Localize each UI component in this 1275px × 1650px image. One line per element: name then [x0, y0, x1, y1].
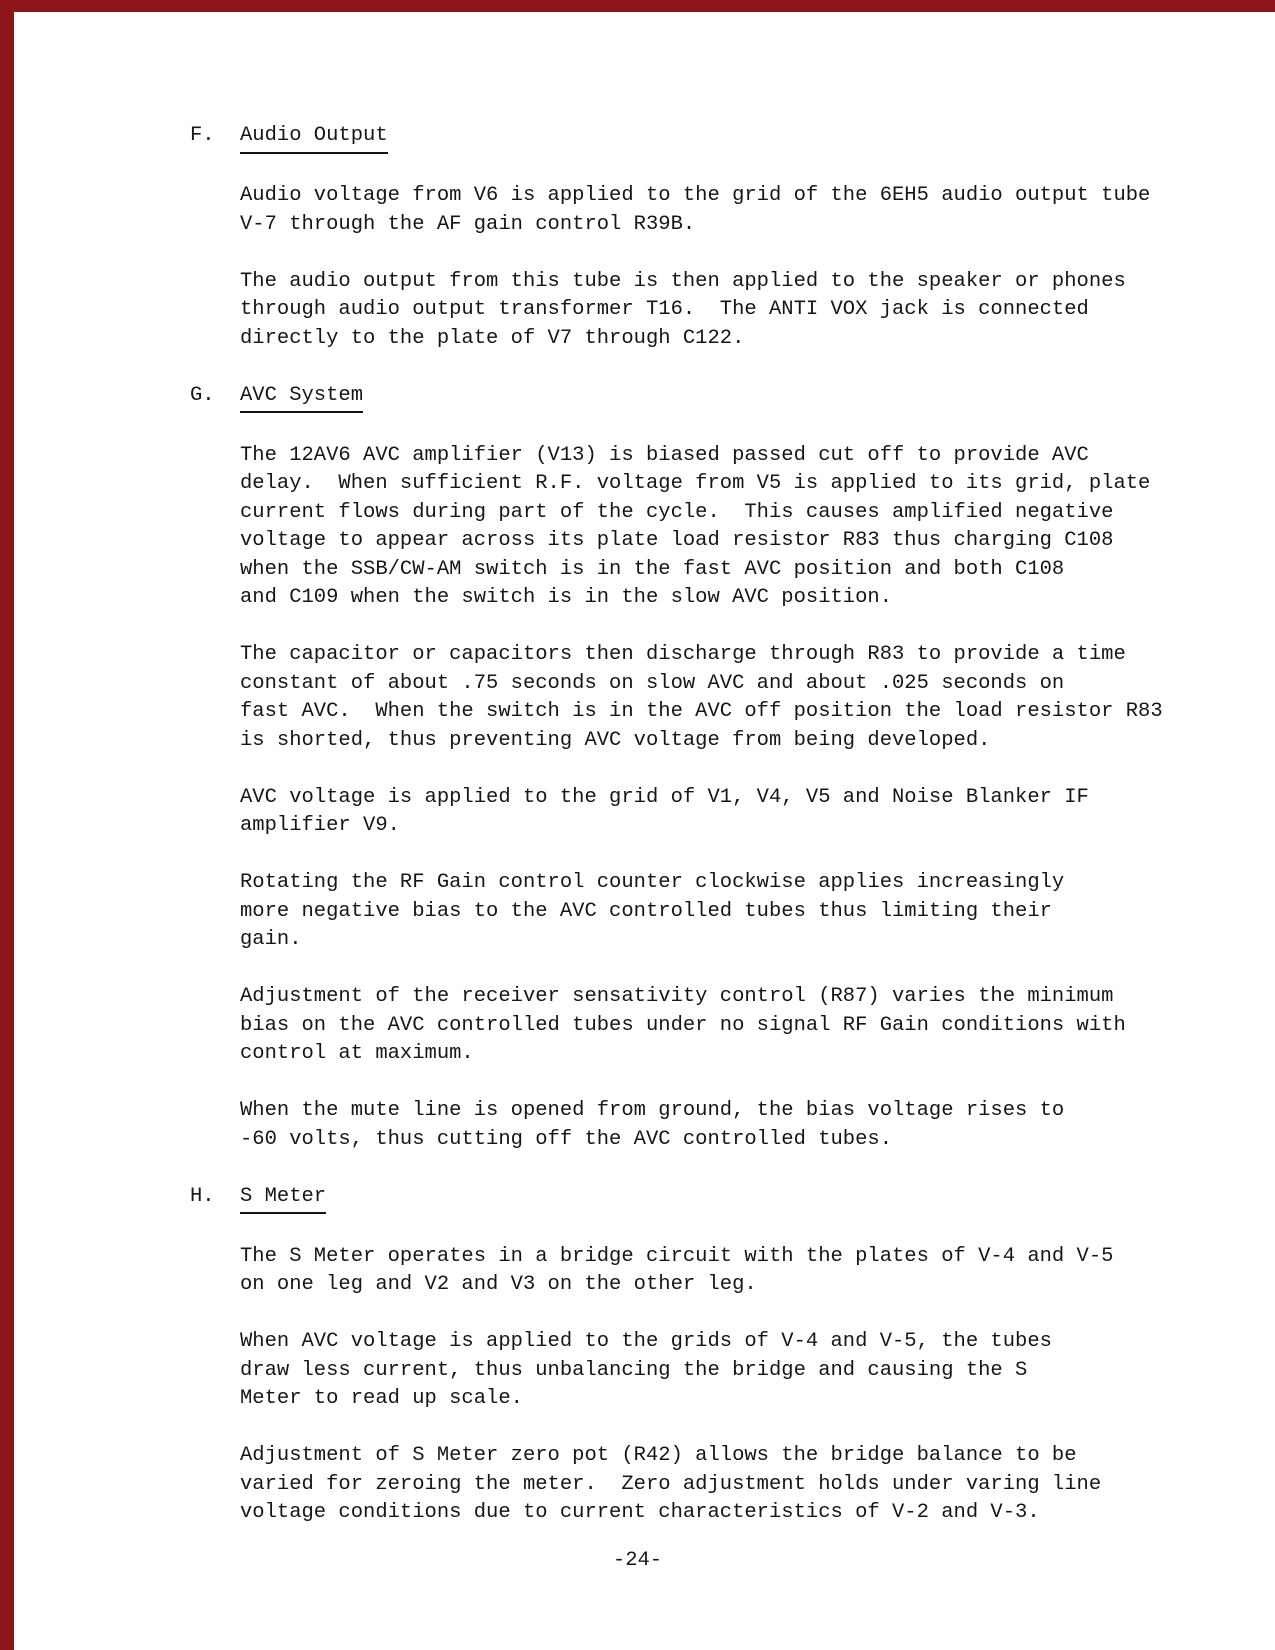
section-letter: G. — [190, 383, 215, 407]
text-line: The audio output from this tube is then applied to the speaker or phones — [240, 269, 1126, 293]
section-heading — [190, 122, 1200, 154]
page-number: -24- — [612, 1549, 663, 1572]
text-line: current flows during part of the cycle. This causes amplified negative — [240, 500, 1114, 524]
text-line: more negative bias to the AVC controlled tubes thus limiting their — [240, 899, 1052, 923]
text-line: When the mute line is opened from ground, the bias voltage rises to — [240, 1099, 1065, 1122]
paragraph — [240, 641, 1200, 755]
section-letter: F. — [190, 124, 215, 147]
section-title: Audio Output — [240, 122, 388, 154]
text-line: bias on the AVC controlled tubes under no signal RF Gain conditions with — [240, 1013, 1126, 1037]
section-heading — [190, 1183, 1200, 1215]
text-line: on one leg and V2 and V3 on the other leg. — [240, 1273, 757, 1296]
text-line: Meter to read up scale. — [240, 1387, 523, 1410]
text-line: Rotating the RF Gain control counter clockwise applies increasingly — [240, 871, 1065, 894]
text-line: constant of about .75 seconds on slow AVC and about .025 seconds on — [240, 671, 1065, 695]
text-line: The S Meter operates in a bridge circuit with the plates of V-4 and V-5 — [240, 1244, 1114, 1268]
paragraph — [240, 268, 1200, 354]
text-line: Audio voltage from V6 is applied to the grid of the 6EH5 audio output tube — [240, 184, 1151, 207]
text-line: draw less current, thus unbalancing the bridge and causing the S — [240, 1358, 1028, 1382]
text-line: varied for zeroing the meter. Zero adjustment holds under varing line — [240, 1472, 1102, 1496]
text-line: fast AVC. When the switch is in the AVC off position the load resistor R83 — [240, 700, 1163, 723]
paragraph — [240, 442, 1200, 613]
text-line: Adjustment of the receiver sensativity control (R87) varies the minimum — [240, 985, 1114, 1008]
page-content — [190, 122, 1200, 1556]
text-line: through audio output transformer T16. The ANTI VOX jack is connected — [240, 298, 1089, 321]
scan-edge-left — [0, 0, 14, 1650]
scan-edge-top — [0, 0, 1275, 12]
paragraph — [240, 1442, 1200, 1528]
paragraph — [240, 869, 1200, 955]
text-line: and C109 when the switch is in the slow AVC position. — [240, 586, 893, 609]
text-line: delay. When sufficient R.F. voltage from V5 is applied to its grid, plate — [240, 472, 1151, 495]
paragraph — [240, 983, 1200, 1069]
paragraph — [240, 1243, 1200, 1300]
section-s-meter — [190, 1183, 1200, 1528]
section-title: S Meter — [240, 1183, 326, 1215]
text-line: Adjustment of S Meter zero pot (R42) allows the bridge balance to be — [240, 1444, 1077, 1467]
text-line: voltage to appear across its plate load resistor R83 thus charging C108 — [240, 529, 1114, 552]
paragraph — [240, 784, 1200, 841]
text-line: The capacitor or capacitors then discharge through R83 to provide a time — [240, 643, 1126, 666]
section-audio-output — [190, 122, 1200, 353]
section-title: AVC System — [240, 382, 363, 414]
text-line: When AVC voltage is applied to the grids of V-4 and V-5, the tubes — [240, 1330, 1052, 1353]
section-letter: H. — [190, 1184, 215, 1208]
text-line: V-7 through the AF gain control R39B. — [240, 212, 696, 236]
text-line: voltage conditions due to current characteristics of V-2 and V-3. — [240, 1501, 1040, 1524]
text-line: AVC voltage is applied to the grid of V1, V4, V5 and Noise Blanker IF — [240, 785, 1089, 809]
text-line: is shorted, thus preventing AVC voltage from being developed. — [240, 728, 991, 752]
text-line: -60 volts, thus cutting off the AVC controlled tubes. — [240, 1127, 893, 1151]
text-line: directly to the plate of V7 through C122. — [240, 326, 745, 350]
section-avc-system — [190, 382, 1200, 1155]
text-line: The 12AV6 AVC amplifier (V13) is biased passed cut off to provide AVC — [240, 443, 1089, 467]
paragraph — [240, 1328, 1200, 1414]
paragraph — [240, 1097, 1200, 1154]
text-line: gain. — [240, 928, 302, 951]
text-line: amplifier V9. — [240, 814, 400, 837]
text-line: when the SSB/CW-AM switch is in the fast AVC position and both C108 — [240, 557, 1065, 581]
section-heading — [190, 382, 1200, 414]
paragraph — [240, 182, 1200, 239]
text-line: control at maximum. — [240, 1042, 474, 1065]
